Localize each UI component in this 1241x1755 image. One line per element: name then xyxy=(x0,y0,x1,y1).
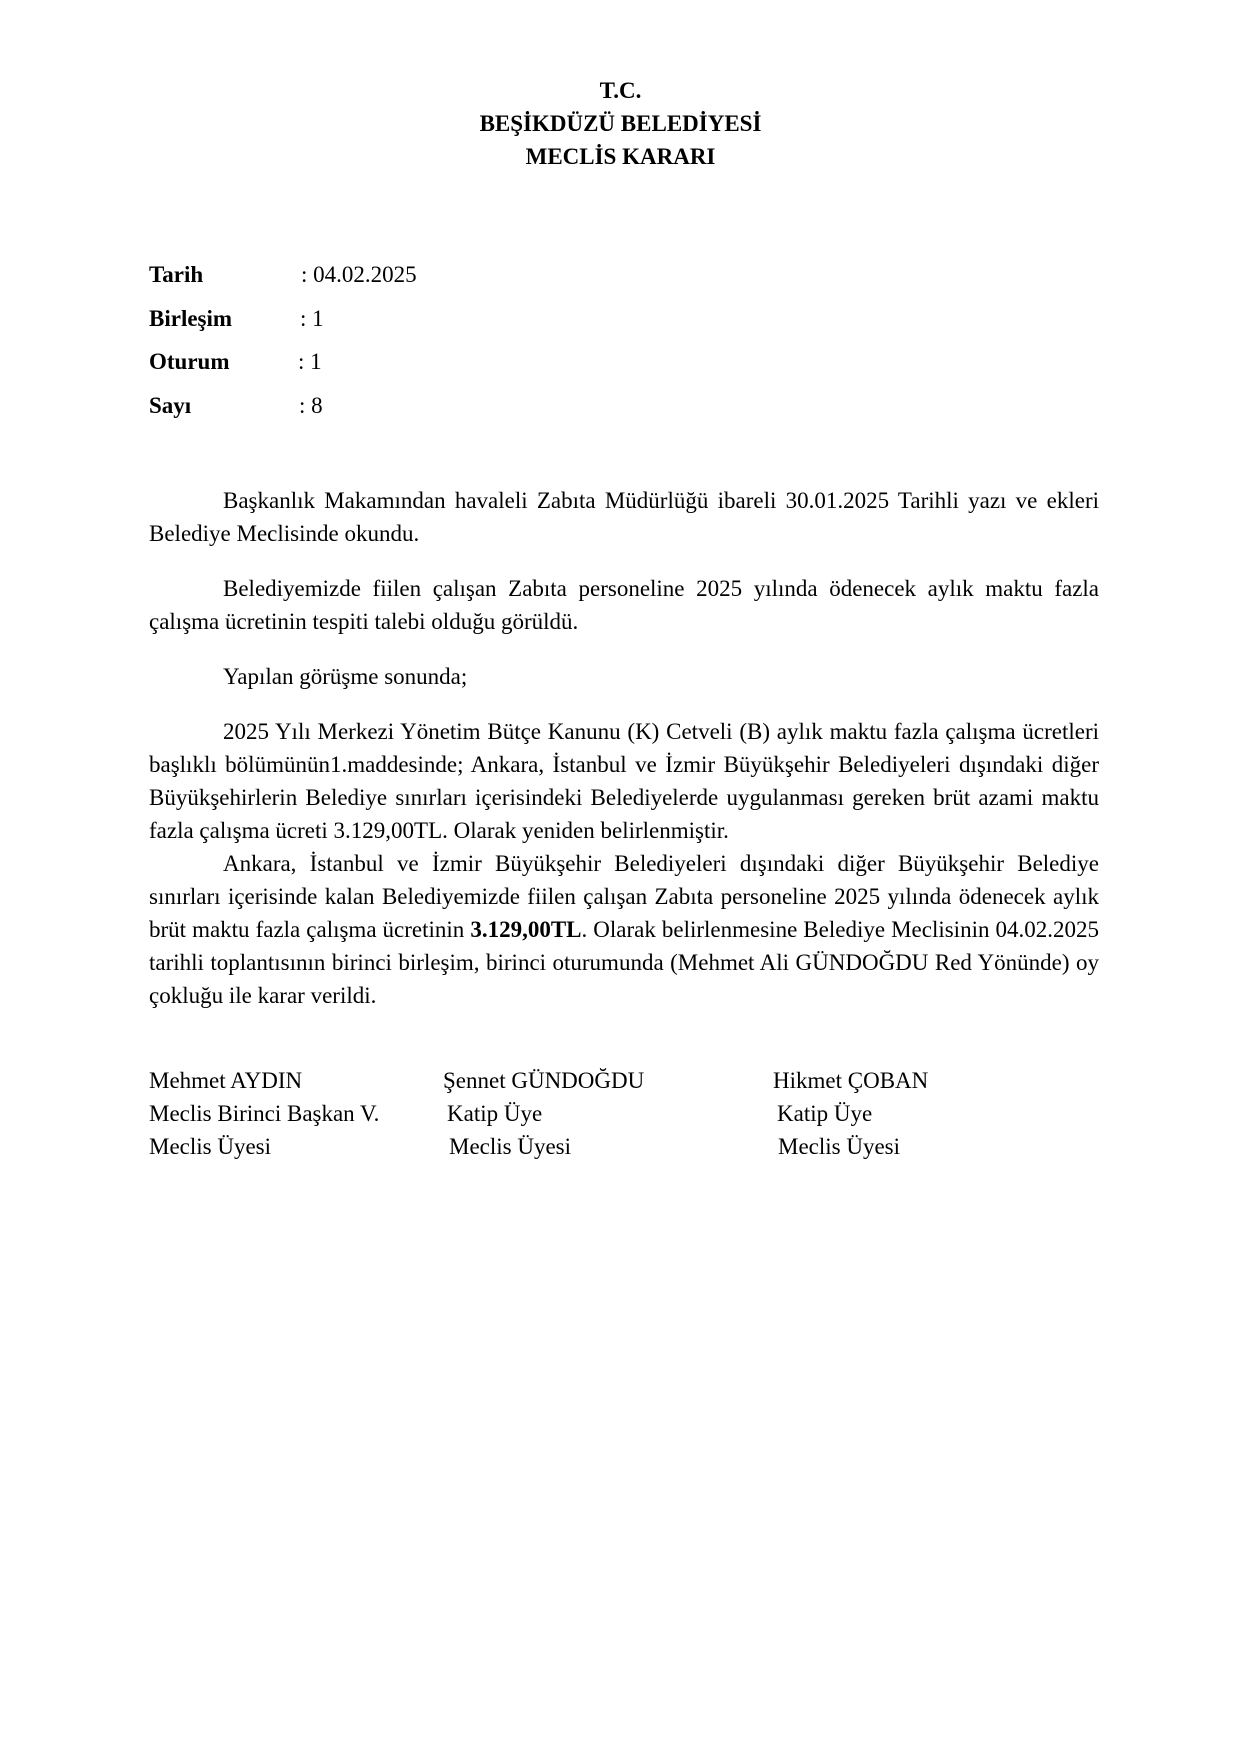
header-country: T.C. xyxy=(599,78,642,103)
meta-value-session: : 1 xyxy=(300,305,324,331)
paragraph-4: 2025 Yılı Merkezi Yönetim Bütçe Kanunu (K) Cetveli (B) aylık maktu fazla çalışma ücretleri başlıklı bölümünün1.maddesinde; Ankara, İstanbul ve İzmir Büyükşehir Belediyeleri dışındaki diğer Büyükşehirlerin Belediye sınırları içerisindeki Belediyelerde uygulanması gereken brüt azami maktu fazla çalışma ücreti 3.129,00TL. Olarak yeniden belirlenmiştir. xyxy=(149,719,1099,843)
signer-role: Meclis Üyesi xyxy=(149,1134,272,1159)
meta-label-number: Sayı xyxy=(149,392,192,418)
signature-column-1 xyxy=(149,1064,379,1163)
meta-row-session xyxy=(149,302,649,346)
meta-row-number xyxy=(149,389,649,433)
paragraph-2: Belediyemizde fiilen çalışan Zabıta personeline 2025 yılında ödenecek aylık maktu fazla çalışma ücretinin tespiti talebi olduğu görüldü. xyxy=(149,576,1099,634)
signer-title: Katip Üye xyxy=(777,1101,873,1126)
paragraph-5-amount: 3.129,00TL xyxy=(470,917,582,942)
signer-title: Meclis Birinci Başkan V. xyxy=(149,1101,380,1126)
signature-column-3 xyxy=(773,1064,928,1163)
meta-label-sitting: Oturum xyxy=(149,349,230,374)
meta-value-date: : 04.02.2025 xyxy=(301,262,417,287)
decision-meta xyxy=(149,258,649,432)
meta-row-sitting xyxy=(149,345,649,389)
meta-label-session: Birleşim xyxy=(149,305,233,331)
signature-column-2 xyxy=(443,1064,644,1163)
signer-name: Hikmet ÇOBAN xyxy=(773,1068,929,1093)
signer-role: Meclis Üyesi xyxy=(449,1134,572,1159)
paragraph-5-text-end: . Olarak belirlenmesine Belediye Meclisinin 04.02.2025 tarihli toplantısının birinci birleşim, birinci oturumunda (Mehmet Ali GÜNDOĞDU Red Yönünde) oy çokluğu ile karar verildi. xyxy=(149,917,1099,1008)
paragraph-5 xyxy=(149,847,1099,1012)
meta-row-date xyxy=(149,258,649,302)
paragraph-5-text-start: Ankara, İstanbul ve İzmir Büyükşehir Belediyeleri dışındaki diğer Büyükşehir Belediye sınırları içerisinde kalan Belediyemizde fiilen çalışan Zabıta personeline 2025 yılında ödenecek aylık brüt maktu fazla çalışma ücretinin xyxy=(149,851,1099,942)
meta-value-number: : 8 xyxy=(299,392,323,418)
meta-value-sitting: : 1 xyxy=(298,349,322,374)
meta-label-date: Tarih xyxy=(149,262,204,287)
header-municipality: BEŞİKDÜZÜ BELEDİYESİ xyxy=(479,111,762,136)
signer-title: Katip Üye xyxy=(447,1101,543,1126)
paragraph-3: Yapılan görüşme sonunda; xyxy=(223,664,468,689)
signer-role: Meclis Üyesi xyxy=(778,1134,901,1159)
decision-body xyxy=(149,484,1099,1012)
signer-name: Şennet GÜNDOĞDU xyxy=(443,1068,645,1093)
document-header xyxy=(0,74,1241,173)
signer-name: Mehmet AYDIN xyxy=(149,1068,303,1093)
header-title: MECLİS KARARI xyxy=(525,144,716,169)
paragraph-1: Başkanlık Makamından havaleli Zabıta Müdürlüğü ibareli 30.01.2025 Tarihli yazı ve ekleri Belediye Meclisinde okundu. xyxy=(149,488,1099,546)
